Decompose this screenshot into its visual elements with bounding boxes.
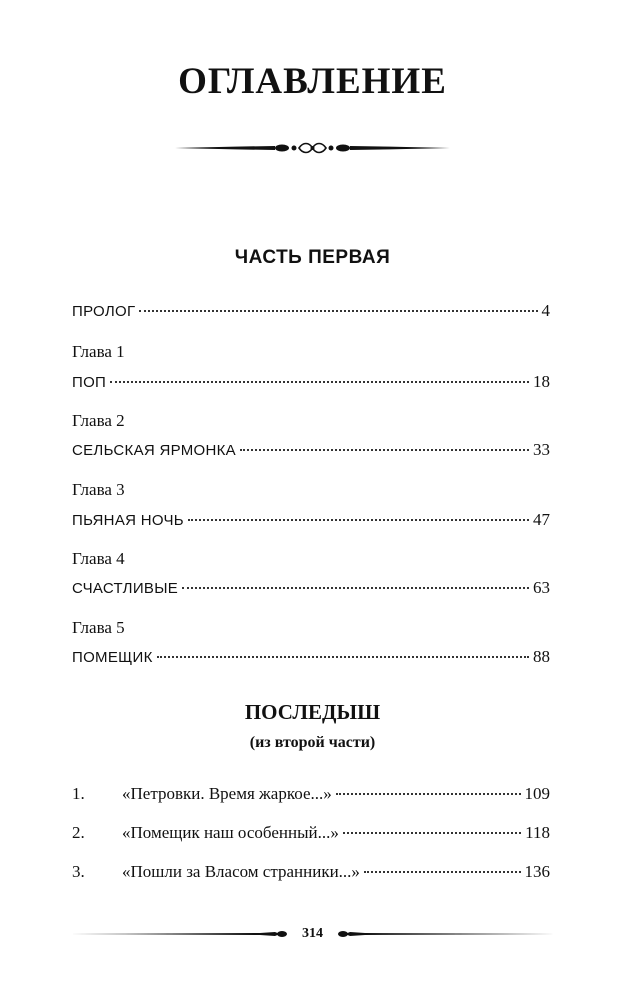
- chapter-label: Глава 1: [72, 342, 125, 361]
- dot-leader: [188, 519, 529, 521]
- part-one-heading: ЧАСТЬ ПЕРВАЯ: [234, 247, 391, 268]
- dot-leader: [240, 449, 529, 451]
- page-number: 109: [524, 784, 550, 803]
- entry-title: «Помещик наш особенный...»: [122, 823, 339, 842]
- dot-leader: [343, 832, 521, 834]
- toc-entry-chapter-1[interactable]: [72, 372, 550, 396]
- dot-leader: [110, 381, 529, 383]
- dot-leader: [157, 656, 529, 658]
- title-ornament-divider: [175, 138, 450, 158]
- toc-entry-item-2[interactable]: [72, 823, 550, 847]
- dot-leader: [139, 310, 537, 312]
- page-number: 136: [524, 862, 550, 881]
- dot-leader: [364, 871, 521, 873]
- toc-entry-chapter-3[interactable]: [72, 510, 550, 534]
- chapter-label: Глава 3: [72, 480, 125, 499]
- toc-entry-prologue[interactable]: [72, 301, 550, 325]
- entry-title: СЧАСТЛИВЫЕ: [72, 580, 179, 597]
- entry-title: ПОП: [72, 374, 107, 391]
- entry-title: ПЬЯНАЯ НОЧЬ: [72, 512, 184, 529]
- toc-entry-item-1[interactable]: [72, 784, 550, 808]
- toc-entry-chapter-5[interactable]: [72, 647, 550, 671]
- entry-title: ПОМЕЩИК: [72, 649, 153, 666]
- item-number: 1.: [72, 784, 85, 803]
- toc-entry-chapter-4[interactable]: [72, 578, 550, 602]
- item-number: 2.: [72, 823, 85, 842]
- part-two-subheading: (из второй части): [249, 734, 376, 751]
- page-number: 4: [541, 301, 550, 320]
- page-number: 118: [525, 823, 550, 842]
- dot-leader: [182, 587, 529, 589]
- dot-leader: [336, 793, 521, 795]
- page-title: ОГЛАВЛЕНИЕ: [178, 61, 447, 102]
- entry-title: ПРОЛОГ: [72, 303, 136, 320]
- page-number: 47: [533, 510, 550, 529]
- entry-title: «Петровки. Время жаркое...»: [122, 784, 332, 803]
- page-number: 63: [533, 578, 550, 597]
- entry-title: «Пошли за Власом странники...»: [122, 862, 360, 881]
- toc-entry-chapter-2[interactable]: [72, 440, 550, 464]
- entry-title: СЕЛЬСКАЯ ЯРМОНКА: [72, 442, 236, 459]
- page-number: 88: [533, 647, 550, 666]
- toc-entry-item-3[interactable]: [72, 862, 550, 886]
- chapter-label: Глава 5: [72, 618, 125, 637]
- item-number: 3.: [72, 862, 85, 881]
- part-two-heading: ПОСЛЕДЫШ: [244, 700, 381, 724]
- page-number: 33: [533, 440, 550, 459]
- chapter-label: Глава 4: [72, 549, 125, 568]
- page-number-footer: 314: [302, 926, 323, 941]
- footer-rule-right: [337, 927, 555, 941]
- page-number: 18: [533, 372, 550, 391]
- chapter-label: Глава 2: [72, 411, 125, 430]
